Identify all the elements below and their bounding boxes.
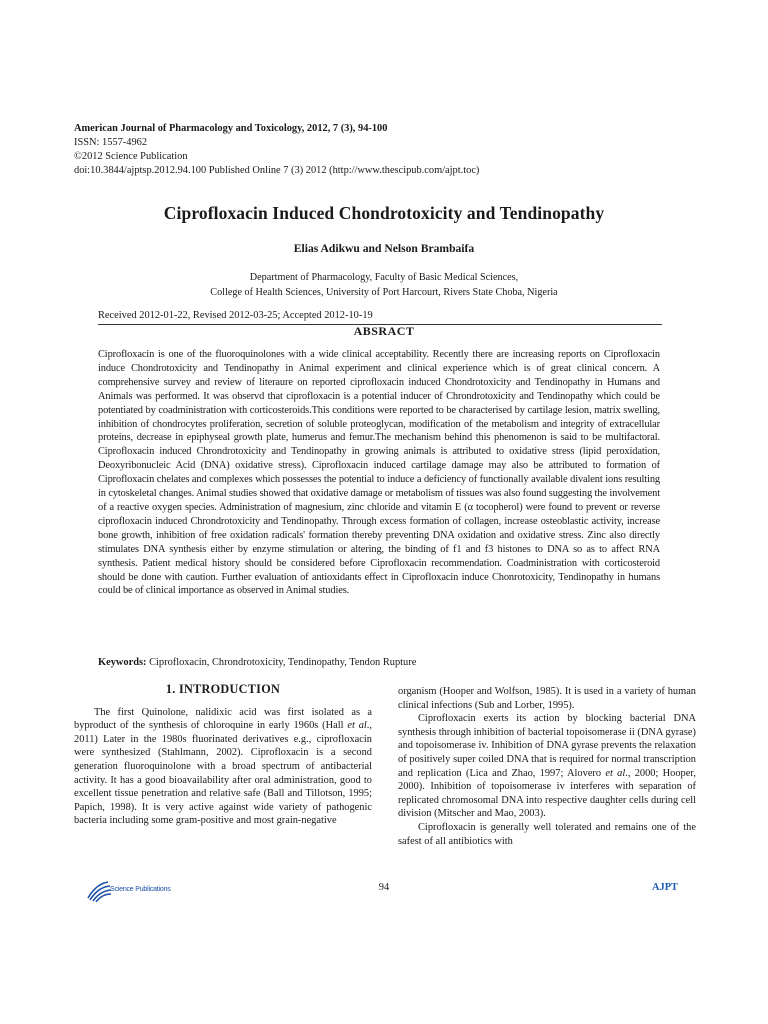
journal-header [74,122,479,178]
copyright: ©2012 Science Publication [74,151,188,162]
received-dates: Received 2012-01-22, Revised 2012-03-25; Accepted 2012-10-19 [98,310,373,321]
intro-heading: 1. INTRODUCTION [165,682,281,696]
intro-paragraph-1 [74,706,372,828]
intro-paragraph-1-cont: organism (Hooper and Wolfson, 1985). It is used in a variety of human clinical infections (Sub and Lorber, 1995). [398,686,696,711]
right-column [398,685,696,848]
para-text: ., 2000; Hooper, 2000). Inhibition of topoisomerase iv interferes with separation of replicated chromosomal DNA into respective daughter cells during cell division (Mitscher and Mao, 2003). [398,767,696,820]
left-column [74,682,372,828]
authors: Elias Adikwu and Nelson Brambaifa [293,242,475,255]
affiliation-line-1: Department of Pharmacology, Faculty of Basic Medical Sciences, [249,272,519,283]
doi-line[interactable]: doi:10.3844/ajptsp.2012.94.100 Published Online 7 (3) 2012 (http://www.thescipub.com/ajpt.toc) [74,165,480,176]
para-text: Ciprofloxacin exerts its action by blocking bacterial DNA synthesis through inhibition of bacterial topoisomerase ii (DNA gyrase) and topoisomerase iv. Inhibition of DNA gyrase prevents the relaxation of positively super coiled DNA that is required for normal transcription and replication (Lica and Zhao, 1997; Alovero [398,713,696,779]
journal-abbr: AJPT [652,882,678,893]
affiliation-line-2: College of Health Sciences, University of Port Harcourt, Rivers State Choba, Nigeria [210,286,558,298]
publisher-name: Science Publications [110,886,171,893]
affiliation [0,271,768,300]
et-al: et al [347,720,367,732]
intro-paragraph-3: Ciprofloxacin is generally well tolerated and remains one of the safest of all antibiotics with [398,821,696,847]
issn: ISSN: 1557-4962 [74,137,148,148]
abstract-text: Ciprofloxacin is one of the fluoroquinolones with a wide clinical acceptability. Recently there are increasing reports on Ciprofloxacin induce Chondrotoxicity and Tendinopathy in Animal experiment and clinical experience which is of great clinical concern. A comprehensive survey and review of literaure on reported ciprofloxacin induced Chondrotoxicity and Tendinopathy in Humans and Animals was performed. It was observd that ciprofloxacin is a potential inducer of Chrondrotoxicity and Tendinopathy which could be potentiated by coadministration with corticosteroids.This conditions were reported to be characterised by cartilage lesion, matrix swelling, inhibition of chondrocytes proliferation, secretion of soluble proteoglycan, modification of the metabolism and integrity of extracellular proteins, decrease in epiphyseal growth plate, humerus and femur.The mechanism behind this phenomenon is said to be multifactoral. Ciprofloxacin induced Chrondrotoxicity and Tendinopathy in growing animals is attributed to oxidative stress (lipid peroxidation, Deoxyribonucleic Acid (DNA) oxidative stress). Ciprofloxacin induced cartilage damage may also be attributed to formation of Ciprofloxacin chelates and complexes which possesses the potential to induce a deficiency of functionally available divalent ions resulting in cytoskeletal changes. Animal studies showed that oxidative damage or metabolism of tissues was also found suggesting the involvement of a reactive oxygen species. Administration of magnesium, zinc chloride and vitamin E (α tocopherol) were found to prevent or reverse ciprofloxacin induced Chrondrotoxicity and Tendinopathy. Through excess formation of collagen, increase osteoblastic activity, increase bone growth, inhibition of free oxidation radicals' formation thereby preventing DNA oxidation and oxidative stress. Zinc also directly stimulates DNA synthesis either by enzyme stimulation or altering, the binding of f1 and f3 histones to DNA so as to affect RNA synthesis. Patient medical history should be considered before Ciprofloxacin recommendation. Coadministration with corticosteroid should be done with caution. Further evaluation of antioxidants effect in Ciprofloxacin induce Chonrotoxicity, Tendinopathy in humans could be of clinical importance as observed in Animal studies. [98,349,660,597]
et-al: et al [605,767,626,779]
keywords-text: Ciprofloxacin, Chrondrotoxicity, Tendinopathy, Tendon Rupture [149,657,417,668]
keywords-label: Keywords: [98,657,147,668]
paper-title: Ciprofloxacin Induced Chondrotoxicity and Tendinopathy [163,203,605,223]
para-text: ., 2011) Later in the 1980s fluorinated derivatives e.g., ciprofloxacin were synthesized (Stahlmann, 2002). Ciprofloxacin is a second generation fluoroquinolone with a broad spectrum of antibacterial activity. It has a good bioavailability after oral administration, good to excellent tissue penetration and relative safe (Ball and Tillotson, 1995; Papich, 1998). It is very active against wide variety of pathogenic bacteria including some gram-positive and most grain-negative [74,720,372,827]
page-number: 94 [378,882,390,893]
journal-citation: American Journal of Pharmacology and Toxicology, 2012, 7 (3), 94-100 [74,123,388,134]
keywords [98,657,660,668]
para-text: The first Quinolone, nalidixic acid was first isolated as a byproduct of the synthesis of chloroquine in early 1960s (Hall [74,706,372,732]
intro-paragraph-2 [398,712,696,821]
abstract-heading: ABSRACT [353,324,415,338]
